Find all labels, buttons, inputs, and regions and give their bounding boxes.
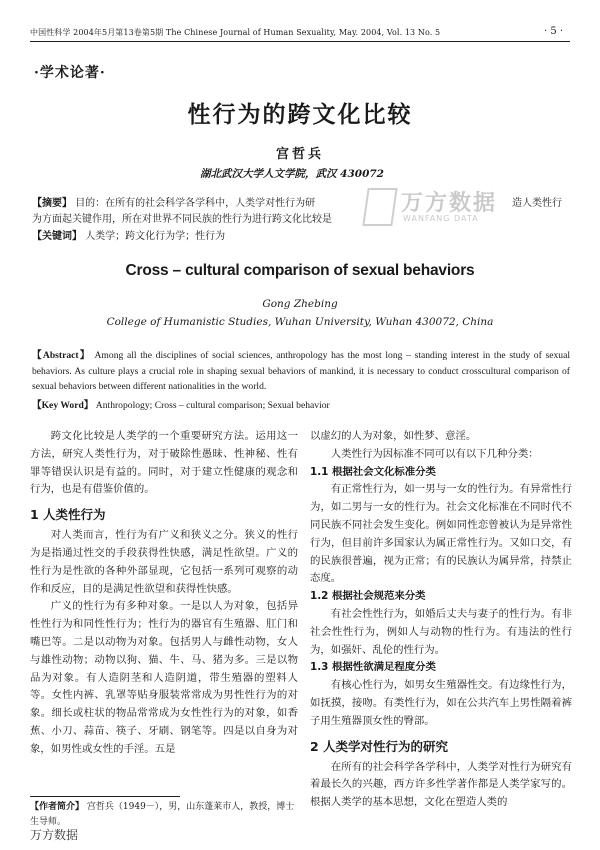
- keywords-zh-text: 人类学；跨文化行为学；性行为: [85, 231, 226, 242]
- abstract-en-text: Among all the disciplines of social sciences, anthropology has the most long – standing interest in the study of sexual behaviors. As culture plays a crucial role in shaping sexual behaviors of mankind, it is necessary to conduct crosscultural comparison of sexual behaviors between different nationalities in the world.: [32, 350, 571, 392]
- section-2-heading: 2 人类学对性行为的研究: [310, 738, 449, 754]
- body-column-right: [310, 428, 572, 812]
- watermark-subtext: WANFANG DATA: [403, 214, 479, 223]
- classification-intro: 人类性行为因标准不同可以有以下几种分类：: [330, 447, 539, 460]
- abstract-en: [32, 348, 570, 395]
- abstract-zh-label: 【摘要】: [32, 198, 72, 209]
- author-zh: 宫哲兵: [275, 147, 324, 162]
- section-1-3-heading: 1.3 根据性欲满足程度分类: [310, 661, 436, 674]
- keywords-en: [32, 397, 330, 411]
- abstract-en-label: 【Abstract】: [32, 350, 91, 361]
- section-1-heading: 1 人类性行为: [30, 507, 106, 523]
- section-1-paragraph-1: 对人类而言，性行为有广义和狭义之分。狭义的性行为是指通过性交的手段获得性快感，满足性欲望。广义的性行为是性欲的各种外部显现，它包括一系列可观察的动作和反应，目的是满足性欲望和获得性快感。: [30, 529, 298, 595]
- bottom-watermark: 万方数据: [30, 828, 79, 842]
- author-en: Gong Zhebing: [262, 298, 338, 310]
- watermark-text: 万方数据: [401, 191, 498, 216]
- abstract-zh-line1-tail: 造人类性行: [512, 198, 562, 209]
- paper-title-en: Cross – cultural comparison of sexual behaviors: [125, 262, 475, 279]
- section-1-paragraph-2: 广义的性行为有多种对象。一是以人为对象，包括异性性行为和同性性行为；性行为的器官有生殖器、肛门和嘴巴等。二是以动物为对象。包括男人与雌性动物，女人与雄性动物；动物以狗、猫、牛、马、猪为多。三是以物品为对象。有人造阴茎和人造阴道，带生殖器的塑料人等。女性内裤、乳罩等贴身服装常常成为男性性行为的对象。细长或柱状的物品常常成为女性性行为的对象，如香蕉、小刀、蒜苗、筷子、牙刷、钢笔等。四是以自身为对象，如男性或女性的手淫。五是: [30, 600, 298, 755]
- affiliation-zh: 湖北武汉大学人文学院，武汉 430072: [200, 168, 384, 180]
- affiliation-en: College of Humanistic Studies, Wuhan University, Wuhan 430072, China: [106, 316, 494, 328]
- body-column-left: [30, 428, 298, 759]
- paper-title-zh: 性行为的跨文化比较: [187, 102, 413, 128]
- keywords-en-text: Anthropology; Cross – cultural comparison; Sexual behavior: [95, 400, 330, 411]
- section-1-2-paragraph: 有社会性性行为，如婚后丈夫与妻子的性行为。有非社会性性行为，例如人与动物的性行为。有违法的性行为，如强奸、乱伦的性行为。: [310, 607, 572, 656]
- journal-header: 中国性科学 2004年5月第13卷第5期 The Chinese Journal of Human Sexuality, May. 2004, Vol. 13 No. 5: [30, 28, 441, 37]
- section-label: ·学术论著·: [34, 65, 106, 81]
- keywords-zh-label: 【关键词】: [32, 231, 82, 242]
- keywords-zh: [32, 230, 225, 244]
- abstract-zh-line1: [32, 197, 315, 211]
- page-number: · 5 ·: [544, 26, 564, 37]
- keywords-en-label: 【Key Word】: [32, 400, 94, 411]
- section-1-1-paragraph: 有正常性行为，如一男与一女的性行为。有异常性行为，如二男与一女的性行为。社会文化标准在不同时代不同民族不同社会发生变化。例如同性恋曾被认为是异常性行为，但目前许多国家认为属正常性行为。又如口交，有的民族很普遍，视为正常；有的民族认为属异常，持禁止态度。: [310, 483, 572, 585]
- section-1-1-heading: 1.1 根据社会文化标准分类: [310, 465, 436, 478]
- watermark-logo: [365, 186, 545, 256]
- footnote-text: 宫哲兵（1949－），男，山东蓬莱市人，教授，博士生导师。: [30, 802, 295, 827]
- footnote-divider: [30, 796, 180, 797]
- section-2-paragraph: 在所有的社会科学各学科中，人类学对性行为研究有着最长久的兴趣，西方许多性学著作都是人类学家写的。根据人类学的基本思想，文化在塑造人类的: [310, 760, 572, 809]
- footnote-label: 【作者简介】: [30, 802, 85, 812]
- continued-paragraph: 以虚幻的人为对象，如性梦、意淫。: [310, 430, 477, 442]
- abstract-zh-text1: 目的：在所有的社会科学各学科中，人类学对性行为研: [75, 198, 316, 209]
- section-1-3-paragraph: 有核心性行为，如男女生殖器性交。有边缘性行为，如抚摸，接吻。有类性行为，如在公共汽车上男性隔着裤子用生殖器顶女性的臀部。: [310, 679, 572, 727]
- intro-paragraph: 跨文化比较是人类学的一个重要研究方法。运用这一方法，研究人类性行为，对于破除性愚昧、性神秘、性有罪等错误认识是有益的。同时，对于建立性健康的观念和行为，也是有借鉴价值的。: [30, 430, 298, 496]
- header-divider: [30, 41, 570, 42]
- watermark-icon: [362, 188, 397, 226]
- section-1-2-heading: 1.2 根据社会规范来分类: [310, 590, 426, 603]
- abstract-zh-line2: 为方面起关键作用，所在对世界不同民族的性行为进行跨文化比较是: [32, 214, 332, 225]
